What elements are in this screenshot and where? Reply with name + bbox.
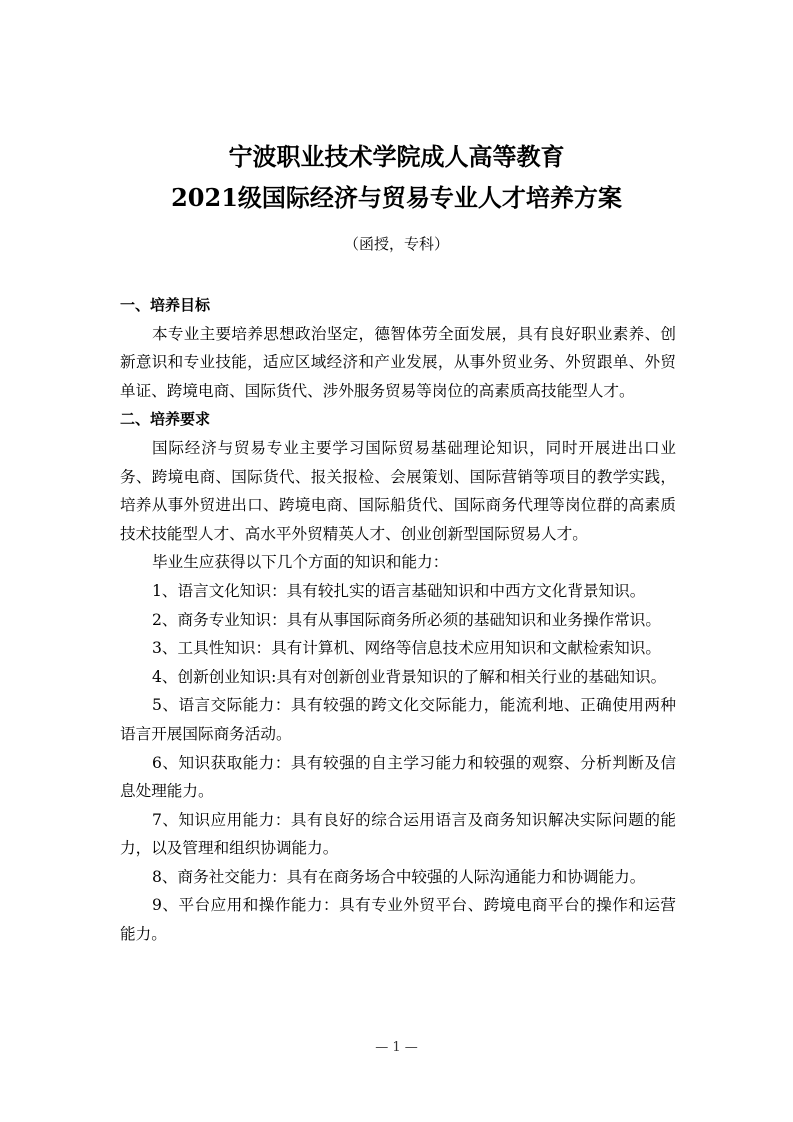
- document-title-line1: 宁波职业技术学院成人高等教育: [228, 142, 565, 171]
- page-number: — 1 —: [375, 1040, 418, 1055]
- paragraph-graduate-abilities-intro: 毕业生应获得以下几个方面的知识和能力：: [152, 553, 449, 572]
- section-heading-training-requirements: 二、培养要求: [120, 410, 211, 429]
- list-item-9: 9、平台应用和操作能力：具有专业外贸平台、跨境电商平台的操作和运营能力。: [120, 896, 676, 944]
- paragraph-training-goal: 本专业主要培养思想政治坚定，德智体劳全面发展，具有良好职业素养、创新意识和专业技能，适应区域经济和产业发展，从事外贸业务、外贸跟单、外贸单证、跨境电商、国际货代、涉外服务贸易等岗位的高素质高技能型人才。: [120, 324, 676, 400]
- document-body: [120, 291, 676, 949]
- document-title-line2: 2021级国际经济与贸易专业人才培养方案: [171, 183, 622, 212]
- list-item-8: 8、商务社交能力：具有在商务场合中较强的人际沟通能力和协调能力。: [152, 867, 646, 886]
- section-heading-training-goal: 一、培养目标: [120, 296, 211, 314]
- list-item-3: 3、工具性知识：具有计算机、网络等信息技术应用知识和文献检索知识。: [152, 639, 661, 658]
- document-subtitle: （函授，专科）: [343, 235, 449, 253]
- list-item-5: 5、语言交际能力：具有较强的跨文化交际能力，能流利地、正确使用两种语言开展国际商务活动。: [120, 696, 676, 743]
- list-item-2: 2、商务专业知识：具有从事国际商务所必须的基础知识和业务操作常识。: [152, 610, 661, 629]
- list-item-1: 1、语言文化知识：具有较扎实的语言基础知识和中西方文化背景知识。: [152, 581, 646, 600]
- list-item-7: 7、知识应用能力：具有良好的综合运用语言及商务知识解决实际问题的能力，以及管理和组织协调能力。: [120, 810, 676, 858]
- paragraph-requirements-intro: 国际经济与贸易专业主要学习国际贸易基础理论知识，同时开展进出口业务、跨境电商、国际货代、报关报检、会展策划、国际营销等项目的教学实践，培养从事外贸进出口、跨境电商、国际船货代、国际商务代理等岗位群的高素质技术技能型人才、高水平外贸精英人才、创业创新型国际贸易人才。: [120, 438, 676, 543]
- list-item-4: 4、创新创业知识:具有对创新创业背景知识的了解和相关行业的基础知识。: [152, 667, 667, 686]
- list-item-6: 6、知识获取能力：具有较强的自主学习能力和较强的观察、分析判断及信息处理能力。: [120, 753, 676, 801]
